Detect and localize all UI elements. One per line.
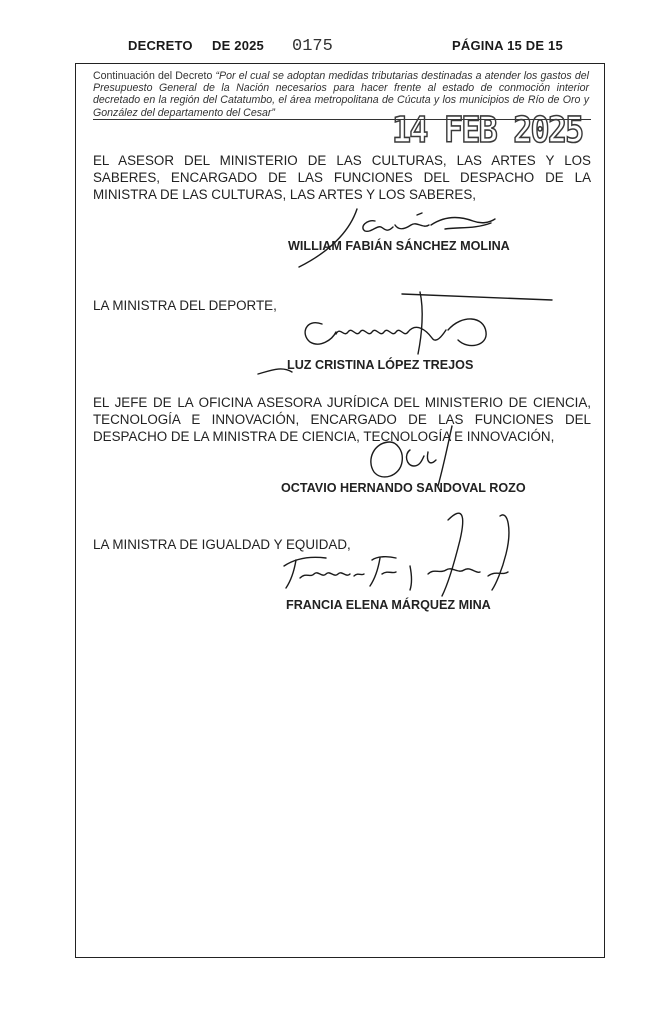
decree-number: 0175: [292, 37, 333, 56]
signatory-role-ciencia: EL JEFE DE LA OFICINA ASESORA JURÍDICA DEL MINISTERIO DE CIENCIA, TECNOLOGÍA E INNOVACIÓN, ENCARGADO DE LAS FUNCIONES DEL DESPACHO DE LA MINISTRA DE CIENCIA, TECNOLOGÍA E INNOVACIÓN,: [93, 395, 591, 444]
signatory-name-lopez: LUZ CRISTINA LÓPEZ TREJOS: [287, 358, 474, 372]
signatory-role-igualdad: LA MINISTRA DE IGUALDAD Y EQUIDAD,: [93, 537, 351, 552]
continuation-prefix: Continuación del Decreto: [93, 70, 213, 82]
date-stamp: 14 FEB 2025: [392, 110, 583, 151]
page-number: PÁGINA 15 DE 15: [452, 38, 563, 53]
decree-title: “Por el cual se adoptan medidas tributarias destinadas a atender los gastos del Presupuesto General de la Nación necesarios para hacer frente al estado de conmoción interior decretado en la región del Catatumbo, el área metropolitana de Cúcuta y los municipios de Río de Oro y González del departamento del Cesar”: [93, 70, 589, 119]
decree-year: DE 2025: [212, 38, 264, 53]
signatory-name-marquez: FRANCIA ELENA MÁRQUEZ MINA: [286, 598, 491, 612]
signature-sanchez: [295, 205, 505, 270]
signatory-name-sandoval: OCTAVIO HERNANDO SANDOVAL ROZO: [281, 481, 526, 495]
decree-label: DECRETO: [128, 38, 193, 53]
signature-sandoval: [360, 420, 470, 490]
signatory-role-deporte: LA MINISTRA DEL DEPORTE,: [93, 298, 277, 313]
signatory-name-sanchez: WILLIAM FABIÁN SÁNCHEZ MOLINA: [288, 239, 510, 253]
signature-marquez: [270, 500, 530, 610]
signatory-role-culturas: EL ASESOR DEL MINISTERIO DE LAS CULTURAS, LAS ARTES Y LOS SABERES, ENCARGADO DE LAS FUNCIONES DEL DESPACHO DE LA MINISTRA DE LAS CULTURAS, LAS ARTES Y LOS SABERES,: [93, 153, 591, 202]
